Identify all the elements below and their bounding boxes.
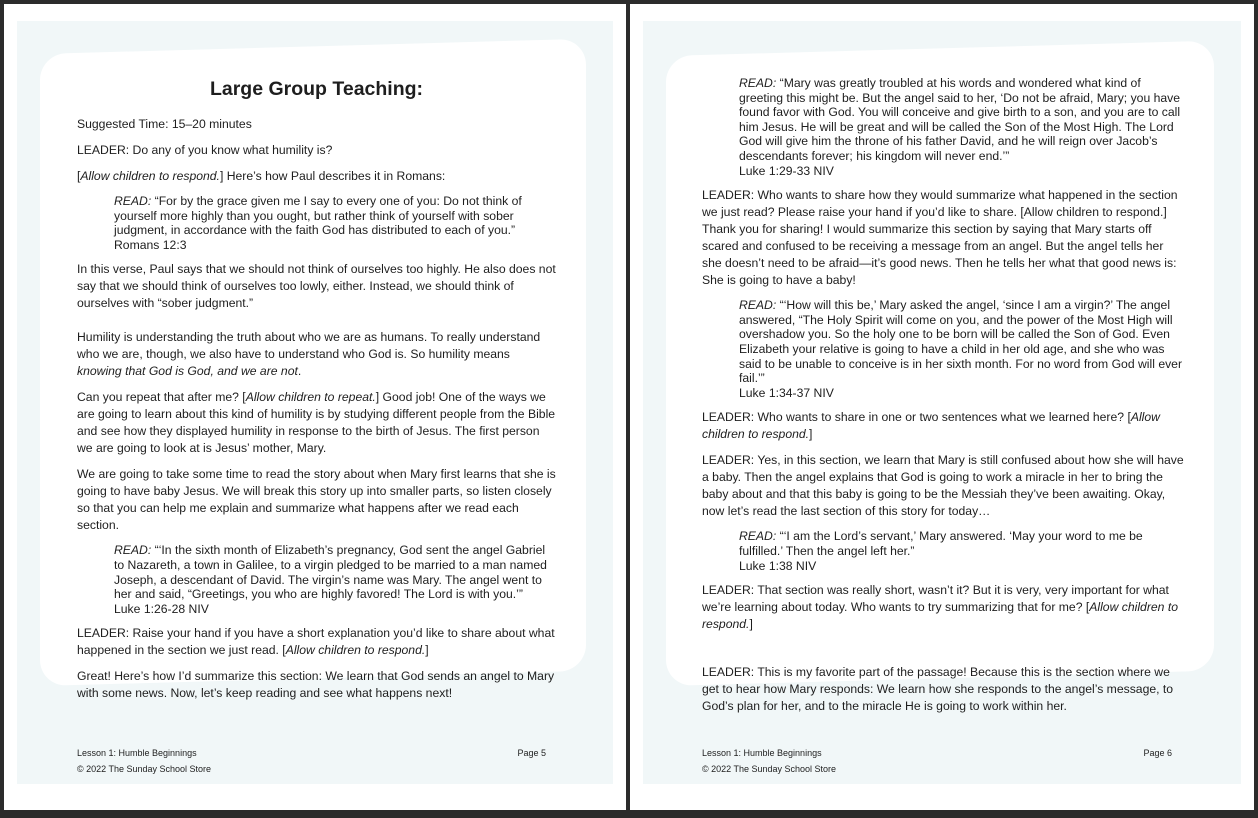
paragraph-text: Humility is understanding the truth about who we are as humans. To really understand who we are, though, we also have to understand who God is. So humility means <box>77 330 541 362</box>
footer-lesson: Lesson 1: Humble Beginnings <box>77 748 197 758</box>
scripture-reference: Luke 1:34-37 NIV <box>739 385 834 400</box>
scripture-reading <box>114 543 556 616</box>
scripture-text: “‘In the sixth month of Elizabeth’s pregnancy, God sent the angel Gabriel to Nazareth, a town in Galilee, to a virgin pledged to be married to a man named Joseph, a descendant of David. The virgin’s name was Mary. The angel went to her and said, “Greetings, you who are highly favored! The Lord is with you.’” <box>114 543 547 602</box>
footer-copyright: © 2022 The Sunday School Store <box>702 764 837 774</box>
page-5 <box>4 4 626 810</box>
scripture-reading <box>739 298 1184 400</box>
stage-direction: Allow children to repeat. <box>245 390 376 405</box>
page-footer <box>77 745 546 777</box>
read-label: READ: <box>739 298 777 313</box>
suggested-time: Suggested Time: 15–20 minutes <box>77 117 252 131</box>
page-content <box>77 74 556 711</box>
stage-direction: Allow children to respond. <box>285 643 426 658</box>
paragraph-text: LEADER: Who wants to share in one or two sentences what we learned here? [ <box>702 410 1131 425</box>
paragraph-text: ] <box>809 427 813 442</box>
paragraph-text: . <box>297 364 302 379</box>
paragraph-text: Here’s how Paul describes it in Romans: <box>223 169 446 183</box>
leader-line: LEADER: This is my favorite part of the passage! Because this is the section where we get to hear how Mary responds: We learn how she responds to the angel’s message, to God’s plan for her, and to the miracle He is going to work within her. <box>702 665 1174 714</box>
section-title: Large Group Teaching: <box>209 78 424 100</box>
paragraph: [Allow children to respond.] Here’s how Paul describes it in Romans: <box>77 169 446 183</box>
scripture-text: “Mary was greatly troubled at his words and wondered what kind of greeting this might be. But the angel said to her, ‘Do not be afraid, Mary; you have found favor with God. You will conceive and give birth to a son, and you are to call him Jesus. He will be great and will be called the Son of the Most High. The Lord God will give him the throne of his father David, and he will reign over Jacob’s descendants forever; his kingdom will never end.’” <box>739 76 1181 163</box>
page-6 <box>630 4 1254 810</box>
paragraph: Great! Here’s how I’d summarize this section: We learn that God sends an angel to Mary with some news. Now, let’s keep reading and see what happens next! <box>77 669 555 701</box>
leader-line: LEADER: Do any of you know what humility is? <box>77 143 333 157</box>
humility-definition: knowing that God is God, and we are not <box>77 364 298 379</box>
paragraph: We are going to take some time to read the story about when Mary first learns that she is going to have baby Jesus. We will break this story up into smaller parts, so listen closely so that you can help me explain and summarize what happens after we read each section. <box>77 467 556 533</box>
page-number: Page 5 <box>517 748 546 758</box>
leader-line: LEADER: Yes, in this section, we learn that Mary is still confused about how she will have a baby. Then the angel explains that God is going to work a miracle in her to bring the baby about and that this baby is going to be the Messiah they’ve been awaiting. Okay, now let’s read the last section of this story for today… <box>702 453 1184 519</box>
paragraph-text: ] <box>749 617 753 632</box>
read-label: READ: <box>739 76 777 90</box>
page-content <box>702 76 1184 724</box>
scripture-text: “‘How will this be,’ Mary asked the angel, ‘since I am a virgin?’ The angel answered, “The Holy Spirit will come on you, and the power of the Most High will overshadow you. So the holy one to be born will be called the Son of God. Even Elizabeth your relative is going to have a child in her old age, and she who was said to be unable to conceive is in her sixth month. For no word from God will ever fail.’” <box>739 298 1183 386</box>
paragraph-text: ] Good job! One of the ways we are going to learn about this kind of humility is by studying different people from the Bible and see how they displayed humility in response to the birth of Jesus. The first person we are going to look at is Jesus’ mother, Mary. <box>77 390 556 456</box>
read-label: READ: <box>114 543 152 558</box>
footer-copyright: © 2022 The Sunday School Store <box>77 764 212 774</box>
stage-direction: Allow children to respond. <box>702 600 1178 632</box>
paragraph-text: LEADER: That section was really short, wasn’t it? But it is very, very important for what we’re learning about today. Who wants to try summarizing that for me? [ <box>702 583 1169 615</box>
read-label: READ: <box>739 529 777 544</box>
read-label: READ: <box>114 194 152 208</box>
leader-line <box>702 582 1184 633</box>
scripture-reference: Luke 1:38 NIV <box>739 558 817 573</box>
leader-line <box>702 409 1184 443</box>
paragraph-text: LEADER: Raise your hand if you have a short explanation you’d like to share about what happened in the section we just read. [ <box>77 626 555 658</box>
stage-direction: Allow children to respond. <box>80 169 220 183</box>
page-footer <box>702 745 1172 777</box>
scripture-text: “‘I am the Lord’s servant,’ Mary answered. ‘May your word to me be fulfilled.’ Then the angel left her.” <box>739 529 1143 558</box>
paragraph-text: Can you repeat that after me? [ <box>77 390 246 405</box>
leader-line <box>77 625 556 659</box>
footer-lesson: Lesson 1: Humble Beginnings <box>702 748 822 758</box>
scripture-reading <box>114 194 556 252</box>
scripture-text: “For by the grace given me I say to every one of you: Do not think of yourself more highly than you ought, but rather think of yourself with sober judgment, in accordance with the faith God has distributed to each of you.” <box>114 194 522 238</box>
paragraph-text: ] <box>425 643 429 658</box>
page-number: Page 6 <box>1143 748 1172 758</box>
scripture-reference: Romans 12:3 <box>114 237 187 252</box>
paragraph: In this verse, Paul says that we should not think of ourselves too highly. He also does not say that we should think of ourselves too lowly, either. Instead, we should think of ourselves with “sober judgment.” <box>77 262 556 311</box>
scripture-reading <box>739 76 1184 178</box>
paragraph <box>77 389 556 457</box>
stage-direction: Allow children to respond. <box>702 410 1160 442</box>
leader-line: LEADER: Who wants to share how they would summarize what happened in the section we just read? Please raise your hand if you’d like to share. [Allow children to respond.] Thank you for sharing! I would summarize this section by saying that Mary starts off scared and confused to be receiving a message from an angel. But the angel tells her she doesn’t need to be afraid—it’s good news. Then he tells her what that good news is: She is going to have a baby! <box>702 188 1178 288</box>
paragraph <box>77 329 556 380</box>
scripture-reading <box>739 529 1184 573</box>
scripture-reference: Luke 1:26-28 NIV <box>114 601 209 616</box>
scripture-reference: Luke 1:29-33 NIV <box>739 163 834 178</box>
